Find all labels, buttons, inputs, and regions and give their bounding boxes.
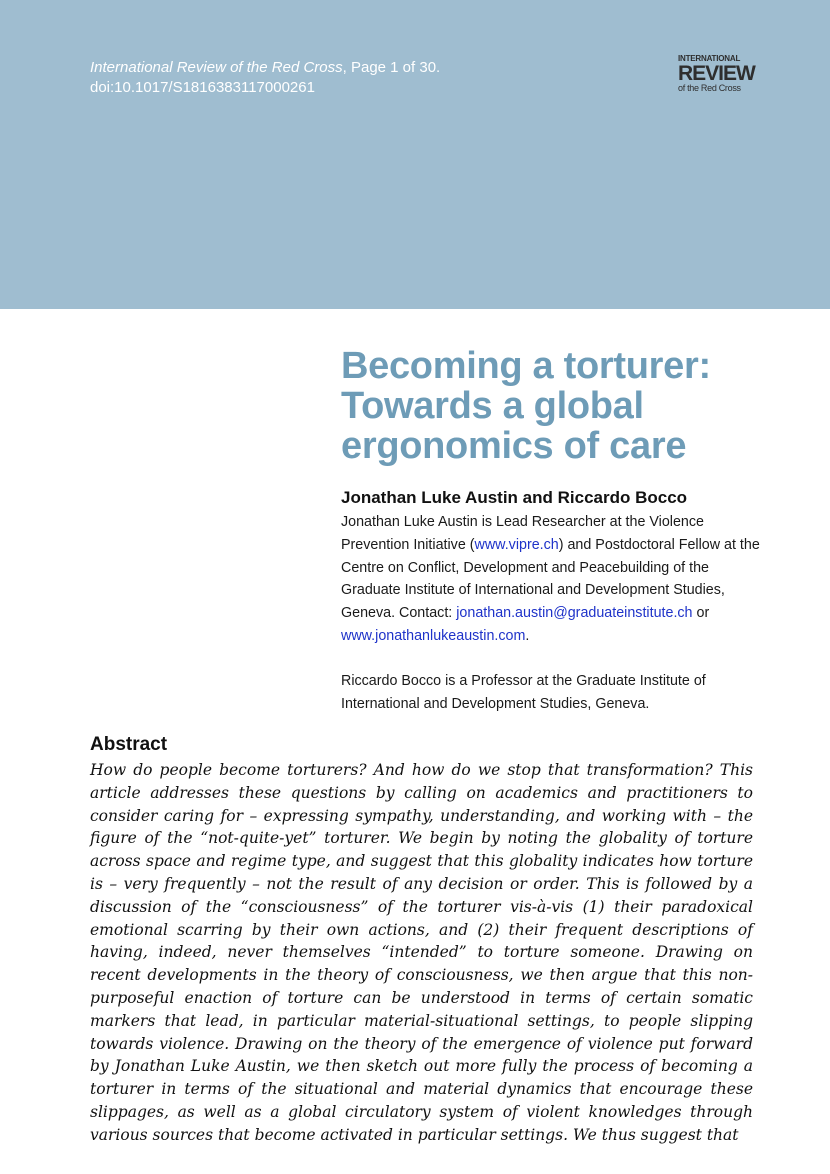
author-bio-austin (341, 511, 761, 648)
logo-line2: REVIEW (678, 62, 755, 85)
website-link[interactable]: www.jonathanlukeaustin.com (341, 627, 526, 644)
email-link[interactable]: jonathan.austin@graduateinstitute.ch (456, 605, 693, 622)
bio-text: Jonathan Luke Austin is Lead Researcher at the Violence Prevention Initiative ( (341, 514, 704, 553)
authors: Jonathan Luke Austin and Riccardo Bocco (341, 488, 688, 507)
title-line: Becoming a torturer: (341, 345, 711, 387)
abstract-text: How do people become torturers? And how do we stop that transformation? This article addresses these questions by calling on academics and practitioners to consider caring for – expressing sympathy, understanding, and working with – the figure of the “not-quite-yet” torturer. We begin by noting the globality of torture across space and regime type, and suggest that this globality indicates how torture is – very frequently – not the result of any decision or order. This is followed by a discussion of the “consciousness” of the torturer vis-à-vis (1) their paradoxical emotional scarring by their own actions, and (2) their frequent descriptions of having, indeed, never themselves “intended” to torture someone. Drawing on recent developments in the theory of consciousness, we then argue that this non-purposeful enaction of torture can be understood in terms of certain somatic markers that lead, in particular material-situational settings, to people slipping towards violence. Drawing on the theory of the emergence of violence put forward by Jonathan Luke Austin, we then sketch out more fully the process of becoming a torturer in terms of the situational and material dynamics that encourage these slippages, as well as a global circulatory system of violent knowledges through various sources that become activated in particular settings. We thus suggest that (90, 761, 753, 1144)
header-band (0, 0, 830, 309)
abstract-heading: Abstract (90, 734, 168, 755)
article-title (341, 346, 761, 466)
bio-text: . (525, 627, 530, 644)
bio-text: ) and Postdoctoral Fellow at the Centre on Conflict, Development and Peacebuilding of the Graduate Institute of International and Development Studies, Geneva. Contact: (341, 536, 760, 622)
journal-logo (678, 55, 758, 93)
title-line: ergonomics of care (341, 425, 687, 467)
page-info: , Page 1 of 30. (342, 59, 441, 76)
logo-line3: of the Red Cross (678, 83, 741, 93)
title-line: Towards a global (341, 385, 644, 427)
author-bio-bocco: Riccardo Bocco is a Professor at the Graduate Institute of International and Development Studies, Geneva. (341, 673, 706, 712)
journal-name: International Review of the Red Cross (90, 59, 343, 76)
bio-text: or (692, 605, 710, 622)
logo-line1: INTERNATIONAL (678, 54, 741, 63)
vipre-link[interactable]: www.vipre.ch (474, 536, 559, 553)
journal-citation (90, 58, 440, 78)
doi: doi:10.1017/S1816383117000261 (90, 79, 315, 96)
